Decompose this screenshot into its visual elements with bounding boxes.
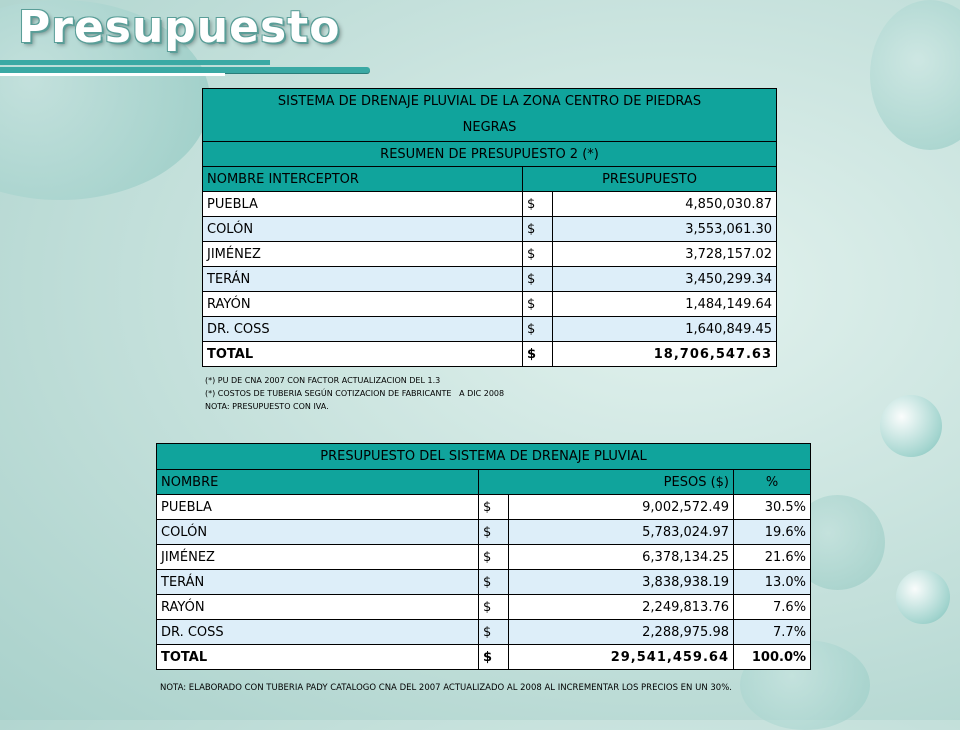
page-title: Presupuesto — [18, 2, 341, 53]
total-percent: 100.0% — [734, 645, 811, 670]
footnote: NOTA: PRESUPUESTO CON IVA. — [205, 402, 329, 411]
currency-sign: $ — [523, 192, 553, 217]
row-amount: 1,484,149.64 — [553, 292, 777, 317]
table-row — [203, 317, 777, 342]
column-header-pesos: PESOS ($) — [479, 470, 734, 495]
row-name: RAYÓN — [203, 292, 523, 317]
row-percent: 21.6% — [734, 545, 811, 570]
row-name: COLÓN — [157, 520, 479, 545]
total-row — [157, 645, 811, 670]
title-underline — [0, 60, 270, 65]
title-underline — [0, 73, 225, 76]
row-name: PUEBLA — [157, 495, 479, 520]
row-name: JIMÉNEZ — [203, 242, 523, 267]
decorative-bubble — [896, 570, 950, 624]
table-title: PRESUPUESTO DEL SISTEMA DE DRENAJE PLUVIAL — [157, 444, 811, 470]
row-amount: 2,288,975.98 — [509, 620, 734, 645]
row-name: JIMÉNEZ — [157, 545, 479, 570]
total-amount: 18,706,547.63 — [553, 342, 777, 367]
table-row — [157, 495, 811, 520]
row-name: PUEBLA — [203, 192, 523, 217]
table-subtitle: RESUMEN DE PRESUPUESTO 2 (*) — [203, 142, 777, 167]
footnotes — [205, 374, 504, 413]
table-note: NOTA: ELABORADO CON TUBERIA PADY CATALOGO CNA DEL 2007 ACTUALIZADO AL 2008 AL INCREMENTAR LOS PRECIOS EN UN 30%. — [160, 683, 732, 693]
table-title-line2: NEGRAS — [462, 120, 517, 135]
table-row — [157, 545, 811, 570]
table-row — [157, 595, 811, 620]
row-amount: 5,783,024.97 — [509, 520, 734, 545]
currency-sign: $ — [479, 570, 509, 595]
currency-sign: $ — [523, 342, 553, 367]
currency-sign: $ — [523, 242, 553, 267]
column-header-budget: PRESUPUESTO — [523, 167, 777, 192]
footnote: (*) PU DE CNA 2007 CON FACTOR ACTUALIZACION DEL 1.3 — [205, 376, 441, 385]
column-header-name: NOMBRE — [157, 470, 479, 495]
drainage-budget-table — [156, 443, 811, 670]
row-amount: 1,640,849.45 — [553, 317, 777, 342]
row-name: COLÓN — [203, 217, 523, 242]
row-name: TERÁN — [157, 570, 479, 595]
row-amount: 4,850,030.87 — [553, 192, 777, 217]
row-name: TERÁN — [203, 267, 523, 292]
total-amount: 29,541,459.64 — [509, 645, 734, 670]
table-row — [203, 242, 777, 267]
row-percent: 30.5% — [734, 495, 811, 520]
row-percent: 7.6% — [734, 595, 811, 620]
total-row — [203, 342, 777, 367]
column-header-name: NOMBRE INTERCEPTOR — [203, 167, 523, 192]
table-row — [157, 620, 811, 645]
column-header-percent: % — [734, 470, 811, 495]
row-name: DR. COSS — [203, 317, 523, 342]
currency-sign: $ — [479, 595, 509, 620]
table-row — [203, 192, 777, 217]
row-percent: 7.7% — [734, 620, 811, 645]
table-row — [157, 520, 811, 545]
table-title — [203, 89, 777, 142]
row-amount: 3,450,299.34 — [553, 267, 777, 292]
table-row — [203, 292, 777, 317]
row-amount: 3,838,938.19 — [509, 570, 734, 595]
currency-sign: $ — [479, 495, 509, 520]
row-amount: 2,249,813.76 — [509, 595, 734, 620]
row-amount: 6,378,134.25 — [509, 545, 734, 570]
currency-sign: $ — [479, 620, 509, 645]
table-title-line1: SISTEMA DE DRENAJE PLUVIAL DE LA ZONA CENTRO DE PIEDRAS — [277, 94, 702, 109]
table-row — [203, 267, 777, 292]
decorative-bubble — [880, 395, 942, 457]
row-amount: 3,553,061.30 — [553, 217, 777, 242]
interceptor-budget-table — [202, 88, 777, 367]
footnote: (*) COSTOS DE TUBERIA SEGÚN COTIZACION DE FABRICANTE A DIC 2008 — [205, 389, 505, 398]
total-label: TOTAL — [203, 342, 523, 367]
row-amount: 9,002,572.49 — [509, 495, 734, 520]
currency-sign: $ — [479, 545, 509, 570]
currency-sign: $ — [523, 317, 553, 342]
row-name: DR. COSS — [157, 620, 479, 645]
currency-sign: $ — [479, 520, 509, 545]
row-name: RAYÓN — [157, 595, 479, 620]
row-amount: 3,728,157.02 — [553, 242, 777, 267]
total-label: TOTAL — [157, 645, 479, 670]
currency-sign: $ — [523, 267, 553, 292]
currency-sign: $ — [479, 645, 509, 670]
currency-sign: $ — [523, 217, 553, 242]
row-percent: 19.6% — [734, 520, 811, 545]
table-row — [157, 570, 811, 595]
currency-sign: $ — [523, 292, 553, 317]
decorative-bubble — [870, 0, 960, 150]
row-percent: 13.0% — [734, 570, 811, 595]
table-row — [203, 217, 777, 242]
